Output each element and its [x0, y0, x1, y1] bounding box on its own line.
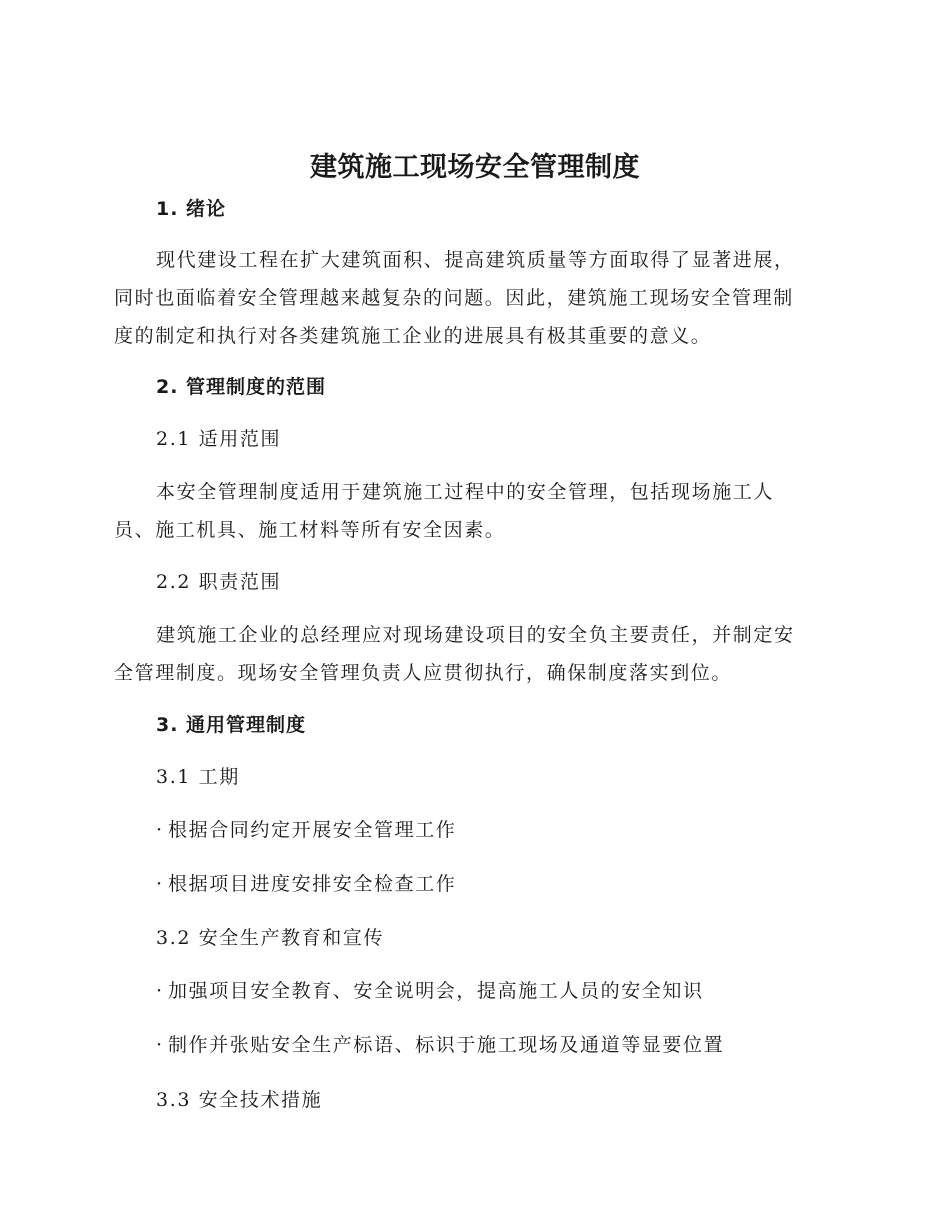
bullet-item — [156, 1026, 876, 1064]
bullet-icon: · — [156, 819, 164, 841]
section-heading-3: 3. 通用管理制度 — [156, 714, 307, 736]
bullet-icon: · — [156, 873, 164, 895]
bullet-item — [156, 865, 876, 903]
paragraph-line: 全管理制度。现场安全管理负责人应贯彻执行，确保制度落实到位。 — [114, 662, 733, 684]
paragraph-line: 现代建设工程在扩大建筑面积、提高建筑质量等方面取得了显著进展， — [156, 249, 795, 271]
paragraph-line: 建筑施工企业的总经理应对现场建设项目的安全负主要责任，并制定安 — [156, 624, 795, 646]
paragraph-line: 同时也面临着安全管理越来越复杂的问题。因此，建筑施工现场安全管理制 — [114, 287, 794, 309]
bullet-icon: · — [156, 980, 164, 1002]
bullet-text: 根据项目进度安排安全检查工作 — [168, 873, 457, 895]
subsection-heading-2-2: 2.2 职责范围 — [156, 571, 282, 593]
document-title: 建筑施工现场安全管理制度 — [310, 152, 640, 183]
paragraph-line: 本安全管理制度适用于建筑施工过程中的安全管理，包括现场施工人 — [156, 481, 775, 503]
subsection-heading-2-1: 2.1 适用范围 — [156, 428, 282, 450]
paragraph-responsibility — [114, 616, 834, 692]
bullet-text: 根据合同约定开展安全管理工作 — [168, 819, 457, 841]
subsection-heading-3-2: 3.2 安全生产教育和宣传 — [156, 927, 385, 949]
bullet-text: 加强项目安全教育、安全说明会，提高施工人员的安全知识 — [168, 980, 704, 1002]
bullet-item — [156, 811, 876, 849]
bullet-text: 制作并张贴安全生产标语、标识于施工现场及通道等显要位置 — [168, 1034, 725, 1056]
paragraph-scope — [114, 473, 834, 549]
paragraph-line: 员、施工机具、施工材料等所有安全因素。 — [114, 519, 506, 541]
paragraph-line: 度的制定和执行对各类建筑施工企业的进展具有极其重要的意义。 — [114, 325, 712, 347]
section-heading-1: 1. 绪论 — [156, 198, 227, 220]
subsection-heading-3-1: 3.1 工期 — [156, 766, 240, 788]
bullet-item — [156, 972, 876, 1010]
paragraph-intro — [114, 241, 834, 355]
bullet-icon: · — [156, 1034, 164, 1056]
section-heading-2: 2. 管理制度的范围 — [156, 376, 327, 398]
subsection-heading-3-3: 3.3 安全技术措施 — [156, 1089, 323, 1111]
